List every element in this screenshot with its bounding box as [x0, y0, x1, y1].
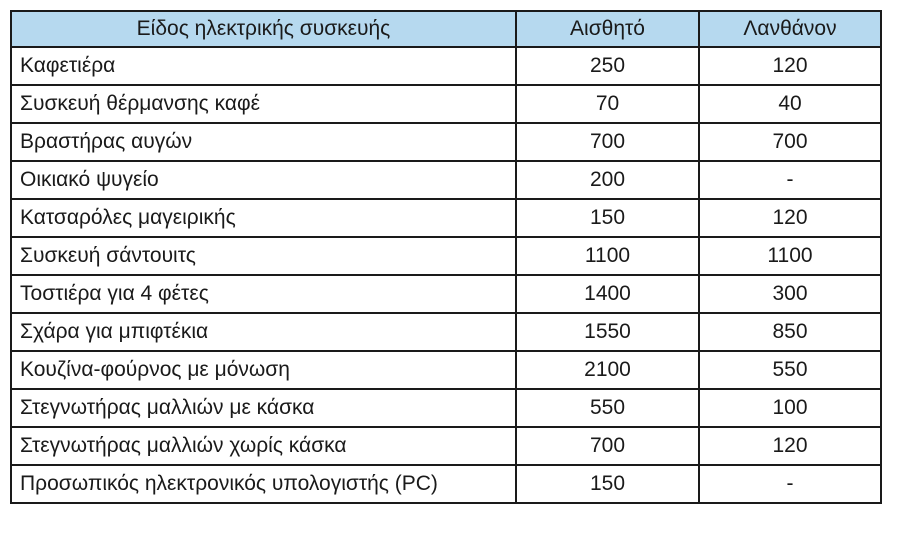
- latent-value: 120: [699, 427, 881, 465]
- appliance-name: Στεγνωτήρας μαλλιών χωρίς κάσκα: [11, 427, 516, 465]
- table-header-row: [11, 11, 881, 47]
- appliance-name: Κουζίνα-φούρνος με μόνωση: [11, 351, 516, 389]
- appliance-name: Οικιακό ψυγείο: [11, 161, 516, 199]
- latent-value: 850: [699, 313, 881, 351]
- appliance-name: Σχάρα για μπιφτέκια: [11, 313, 516, 351]
- latent-value: -: [699, 161, 881, 199]
- appliance-heat-table: [10, 10, 882, 504]
- table-body: [11, 47, 881, 503]
- table-row: [11, 237, 881, 275]
- sensible-value: 70: [516, 85, 699, 123]
- sensible-value: 1400: [516, 275, 699, 313]
- latent-value: 550: [699, 351, 881, 389]
- header-latent: Λανθάνον: [699, 11, 881, 47]
- latent-value: -: [699, 465, 881, 503]
- header-sensible: Αισθητό: [516, 11, 699, 47]
- sensible-value: 700: [516, 427, 699, 465]
- sensible-value: 150: [516, 199, 699, 237]
- appliance-name: Συσκευή σάντουιτς: [11, 237, 516, 275]
- sensible-value: 150: [516, 465, 699, 503]
- latent-value: 100: [699, 389, 881, 427]
- sensible-value: 1550: [516, 313, 699, 351]
- sensible-value: 250: [516, 47, 699, 85]
- table-row: [11, 275, 881, 313]
- sensible-value: 200: [516, 161, 699, 199]
- appliance-name: Προσωπικός ηλεκτρονικός υπολογιστής (PC): [11, 465, 516, 503]
- appliance-name: Τοστιέρα για 4 φέτες: [11, 275, 516, 313]
- header-appliance-type: Είδος ηλεκτρικής συσκευής: [11, 11, 516, 47]
- appliance-name: Κατσαρόλες μαγειρικής: [11, 199, 516, 237]
- sensible-value: 700: [516, 123, 699, 161]
- table-row: [11, 427, 881, 465]
- appliance-name: Συσκευή θέρμανσης καφέ: [11, 85, 516, 123]
- appliance-name: Καφετιέρα: [11, 47, 516, 85]
- table-row: [11, 85, 881, 123]
- appliance-name: Στεγνωτήρας μαλλιών με κάσκα: [11, 389, 516, 427]
- appliance-heat-table-container: [10, 10, 880, 504]
- latent-value: 120: [699, 199, 881, 237]
- latent-value: 120: [699, 47, 881, 85]
- table-row: [11, 199, 881, 237]
- sensible-value: 1100: [516, 237, 699, 275]
- appliance-name: Βραστήρας αυγών: [11, 123, 516, 161]
- latent-value: 700: [699, 123, 881, 161]
- table-row: [11, 313, 881, 351]
- latent-value: 300: [699, 275, 881, 313]
- sensible-value: 2100: [516, 351, 699, 389]
- table-row: [11, 351, 881, 389]
- table-row: [11, 465, 881, 503]
- latent-value: 1100: [699, 237, 881, 275]
- table-row: [11, 123, 881, 161]
- table-row: [11, 389, 881, 427]
- table-row: [11, 47, 881, 85]
- table-row: [11, 161, 881, 199]
- latent-value: 40: [699, 85, 881, 123]
- sensible-value: 550: [516, 389, 699, 427]
